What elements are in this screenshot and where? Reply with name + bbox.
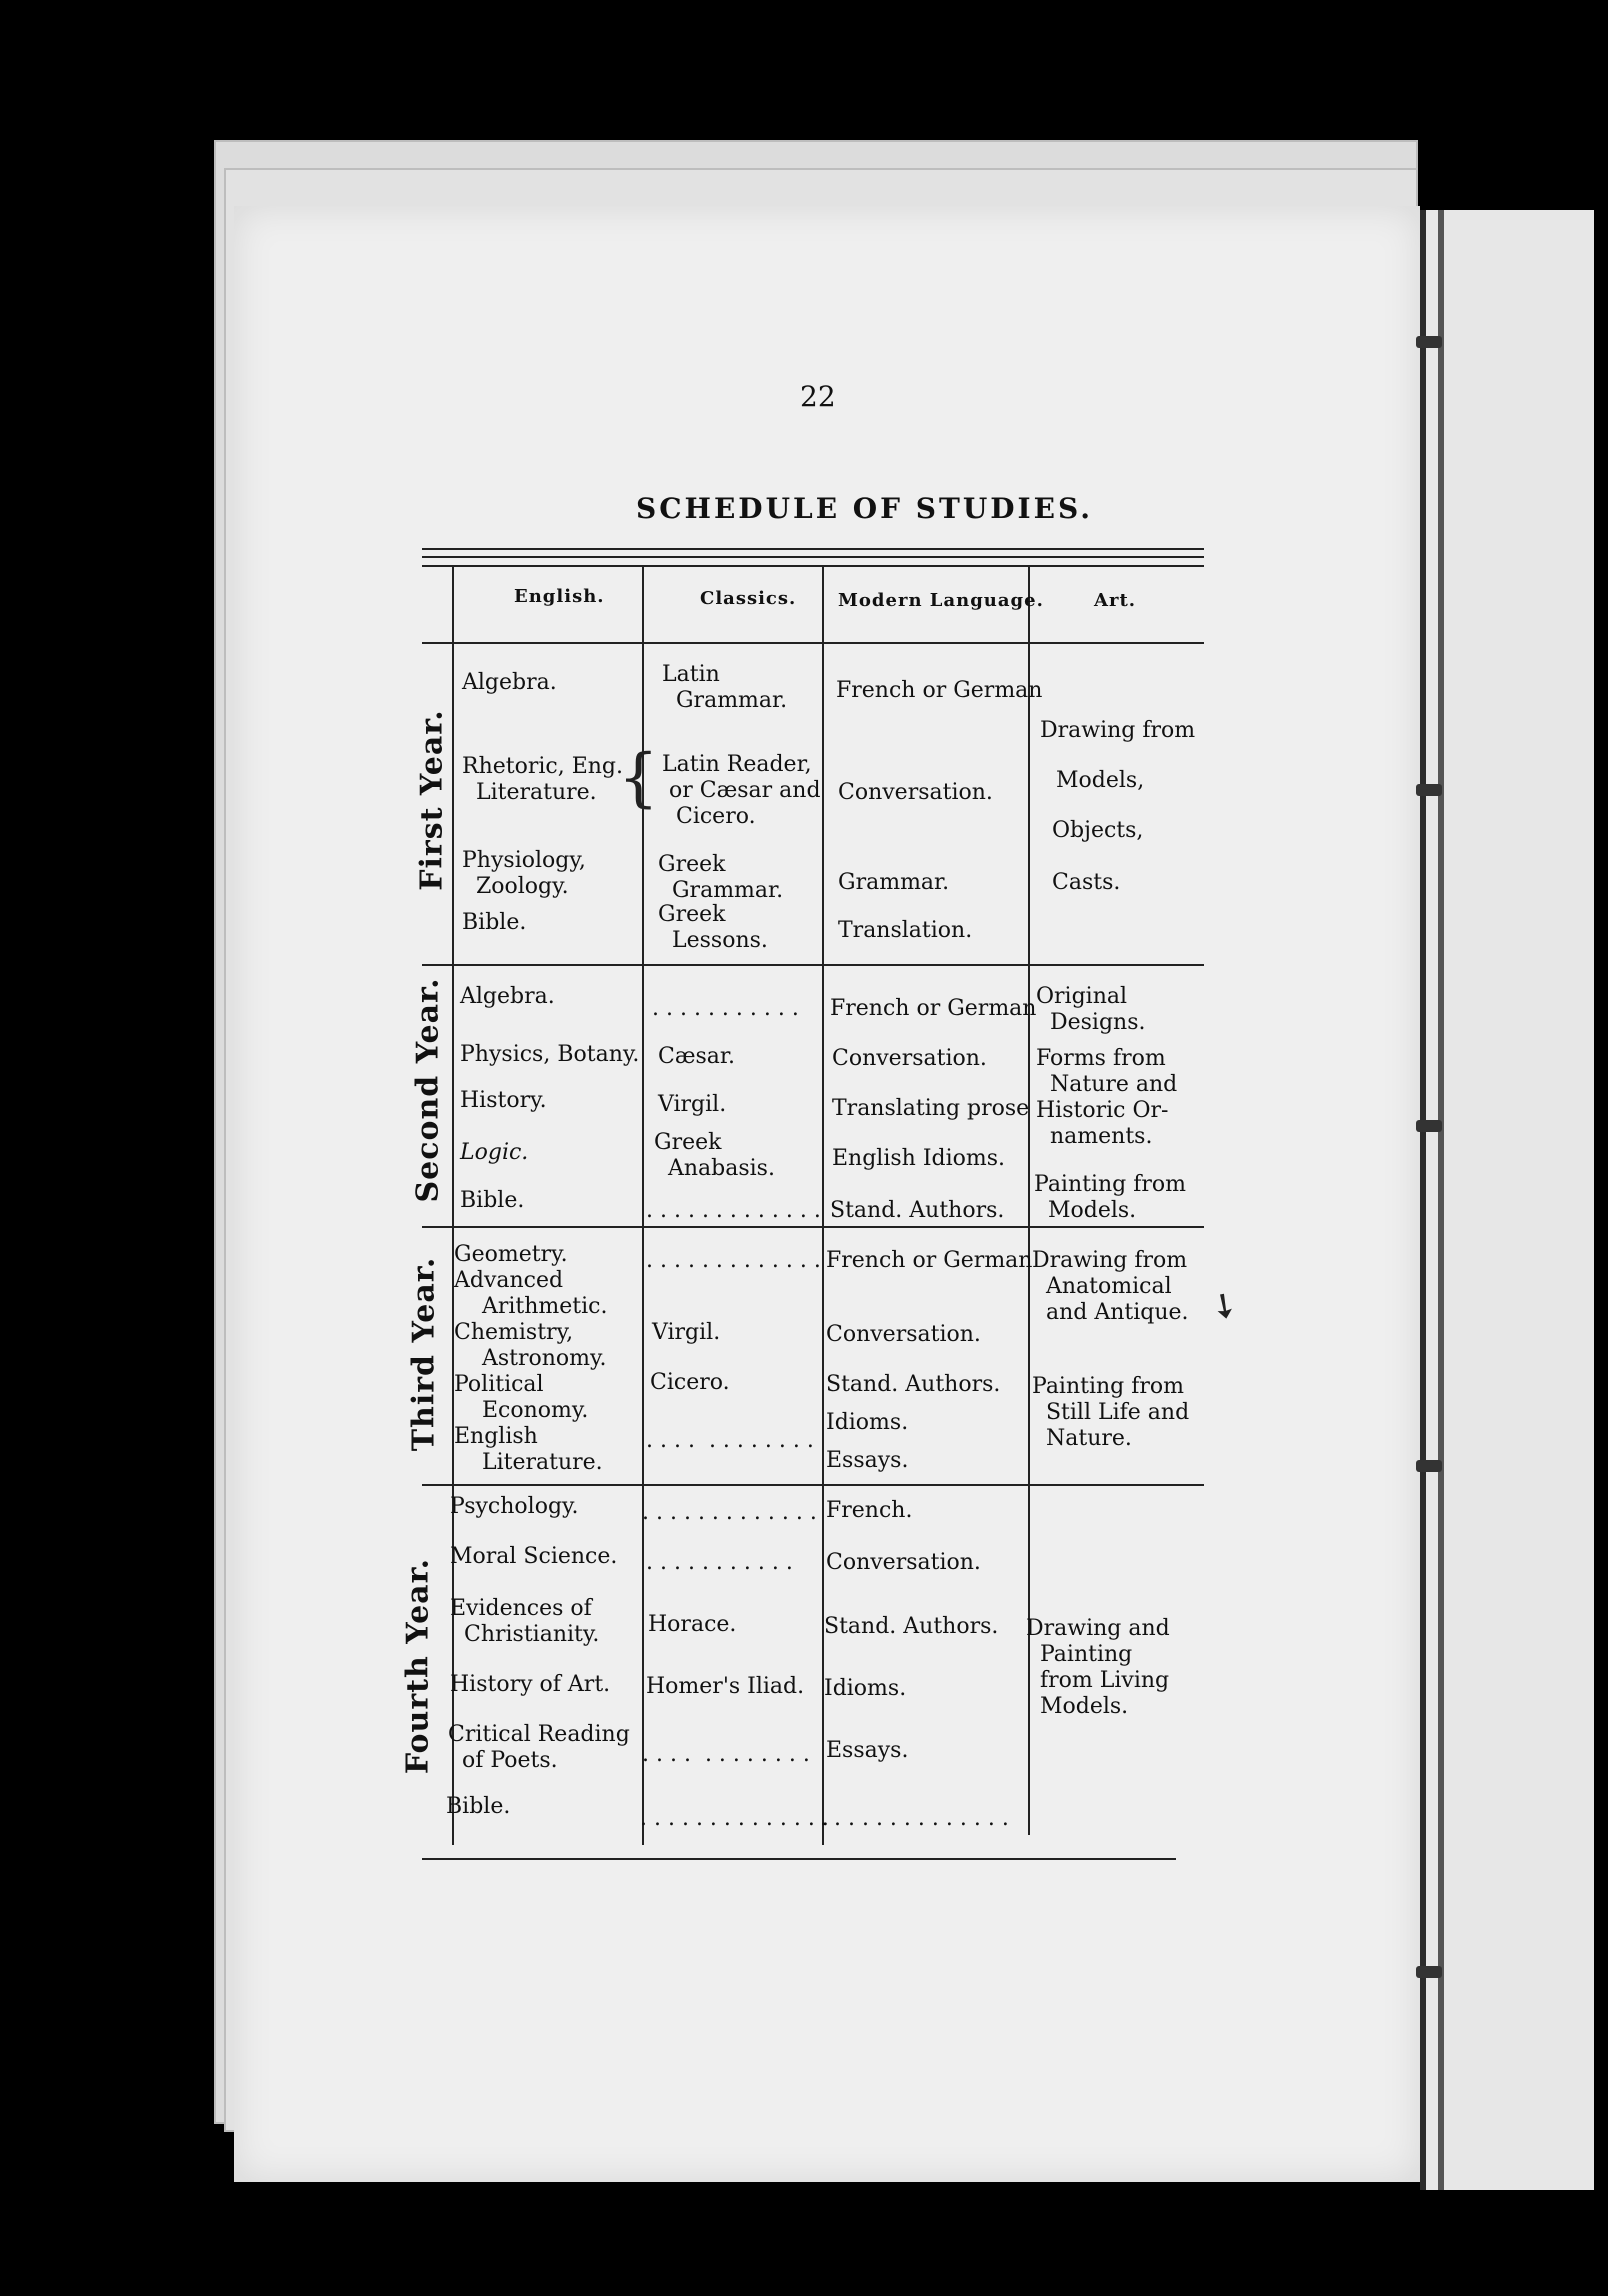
table-cell: History of Art. xyxy=(450,1672,611,1697)
table-cell: Homer's Iliad. xyxy=(646,1674,805,1699)
table-cell: Drawing and Painting from Living Models. xyxy=(1026,1616,1170,1719)
table-cell: Latin Reader, or Cæsar and Cicero. xyxy=(662,752,821,829)
table-cell: . . . . . . . . . . . xyxy=(652,996,799,1021)
table-cell: Conversation. xyxy=(826,1322,981,1347)
table-cell: Geometry. Advanced Arithmetic. Chemistry, Astronomy. Political Economy. English Literature. xyxy=(454,1242,608,1475)
table-cell: French. xyxy=(826,1498,913,1523)
table-cell: . . . . . . . . . . . xyxy=(646,1550,793,1575)
column-rule xyxy=(822,565,824,1845)
table-cell: Physiology, Zoology. xyxy=(462,848,586,899)
header-rule xyxy=(422,642,1204,644)
staple-icon xyxy=(1416,336,1442,348)
table-cell: Conversation. xyxy=(838,780,993,805)
table-cell: Greek Lessons. xyxy=(658,902,768,953)
table-cell: Logic. xyxy=(460,1140,529,1165)
column-rule xyxy=(452,565,454,1845)
binding-fold xyxy=(1438,210,1444,2190)
table-cell: Cicero. xyxy=(650,1370,730,1395)
table-cell: Forms from Nature and Historic Or- naments. xyxy=(1036,1046,1178,1149)
staple-icon xyxy=(1416,784,1442,796)
year-divider xyxy=(422,964,1204,966)
table-cell: Translation. xyxy=(838,918,973,943)
table-cell: Painting from Still Life and Nature. xyxy=(1032,1374,1190,1451)
staple-icon xyxy=(1416,1120,1442,1132)
staple-icon xyxy=(1416,1460,1442,1472)
table-top-rule xyxy=(422,556,1204,558)
binding-strip xyxy=(1420,210,1594,2190)
table-cell: Idioms. xyxy=(824,1676,907,1701)
table-cell: English Idioms. xyxy=(832,1146,1006,1171)
table-bottom-rule xyxy=(422,1858,1176,1860)
table-cell: Virgil. xyxy=(658,1092,727,1117)
page-title: SCHEDULE OF STUDIES. xyxy=(636,492,1093,525)
table-cell: Physics, Botany. xyxy=(460,1042,640,1067)
table-cell: French or German xyxy=(830,996,1037,1021)
table-cell: Greek Grammar. xyxy=(658,852,784,903)
table-cell: Essays. xyxy=(826,1448,909,1473)
table-cell: Moral Science. xyxy=(450,1544,618,1569)
table-top-rule xyxy=(422,565,1204,567)
table-cell: Stand. Authors. xyxy=(830,1198,1005,1223)
table-cell: Psychology. xyxy=(450,1494,579,1519)
table-cell: Conversation. xyxy=(832,1046,987,1071)
year-label-fourth: Fourth Year. xyxy=(400,1557,436,1775)
table-cell: . . . . . . . . . . . . . . xyxy=(820,1806,1009,1831)
table-cell: Bible. xyxy=(446,1794,511,1819)
table-cell: Idioms. xyxy=(826,1410,909,1435)
table-cell: . . . . . . . . . . . . xyxy=(642,1742,810,1767)
year-label-first: First Year. xyxy=(414,709,450,891)
table-cell: Latin Grammar. xyxy=(662,662,788,713)
table-cell: Casts. xyxy=(1052,870,1121,895)
table-cell: . . . . . . . . . . . . . xyxy=(646,1248,821,1273)
table-cell: Virgil. xyxy=(652,1320,721,1345)
table-cell: . . . . . . . . . . . . . xyxy=(642,1500,817,1525)
arrow-mark-icon: ➘ xyxy=(1201,1281,1248,1331)
table-cell: Drawing from Anatomical and Antique. xyxy=(1032,1248,1189,1325)
table-cell: Objects, xyxy=(1052,818,1144,843)
table-cell: Algebra. xyxy=(462,670,557,695)
table-cell: . . . . . . . . . . . . . xyxy=(646,1198,821,1223)
table-cell: Cæsar. xyxy=(658,1044,736,1069)
table-cell: Stand. Authors. xyxy=(824,1614,999,1639)
page-number: 22 xyxy=(800,380,836,413)
table-cell: Translating prose xyxy=(832,1096,1030,1121)
table-cell: Critical Reading of Poets. xyxy=(448,1722,630,1773)
table-cell: Evidences of Christianity. xyxy=(450,1596,600,1647)
table-cell: Rhetoric, Eng. Literature. xyxy=(462,754,624,805)
table-top-rule xyxy=(422,548,1204,550)
year-divider xyxy=(422,1226,1204,1228)
table-cell: French or German xyxy=(826,1248,1033,1273)
table-cell: Greek Anabasis. xyxy=(654,1130,775,1181)
table-cell: History. xyxy=(460,1088,547,1113)
table-cell: Essays. xyxy=(826,1738,909,1763)
table-cell: Models, xyxy=(1056,768,1145,793)
header-art: Art. xyxy=(1094,590,1137,611)
year-label-third: Third Year. xyxy=(406,1256,442,1452)
table-cell: Drawing from xyxy=(1040,718,1196,743)
table-cell: Conversation. xyxy=(826,1550,981,1575)
header-modern-language: Modern Language. xyxy=(838,590,1044,611)
table-cell: Grammar. xyxy=(838,870,950,895)
table-cell: Painting from Models. xyxy=(1034,1172,1187,1223)
table-cell: . . . . . . . . . . . . xyxy=(646,1428,814,1453)
table-cell: Bible. xyxy=(462,910,527,935)
table-cell: Algebra. xyxy=(460,984,555,1009)
table-cell: . . . . . . . . . . . . . . xyxy=(640,1806,829,1831)
table-cell: Bible. xyxy=(460,1188,525,1213)
table-cell: French or German xyxy=(836,678,1043,703)
header-english: English. xyxy=(514,586,605,607)
header-classics: Classics. xyxy=(700,588,797,609)
table-cell: Horace. xyxy=(648,1612,737,1637)
brace-icon: { xyxy=(618,741,659,815)
year-divider xyxy=(422,1484,1204,1486)
year-label-second: Second Year. xyxy=(410,977,446,1203)
table-cell: Stand. Authors. xyxy=(826,1372,1001,1397)
table-cell: Original Designs. xyxy=(1036,984,1146,1035)
staple-icon xyxy=(1416,1966,1442,1978)
